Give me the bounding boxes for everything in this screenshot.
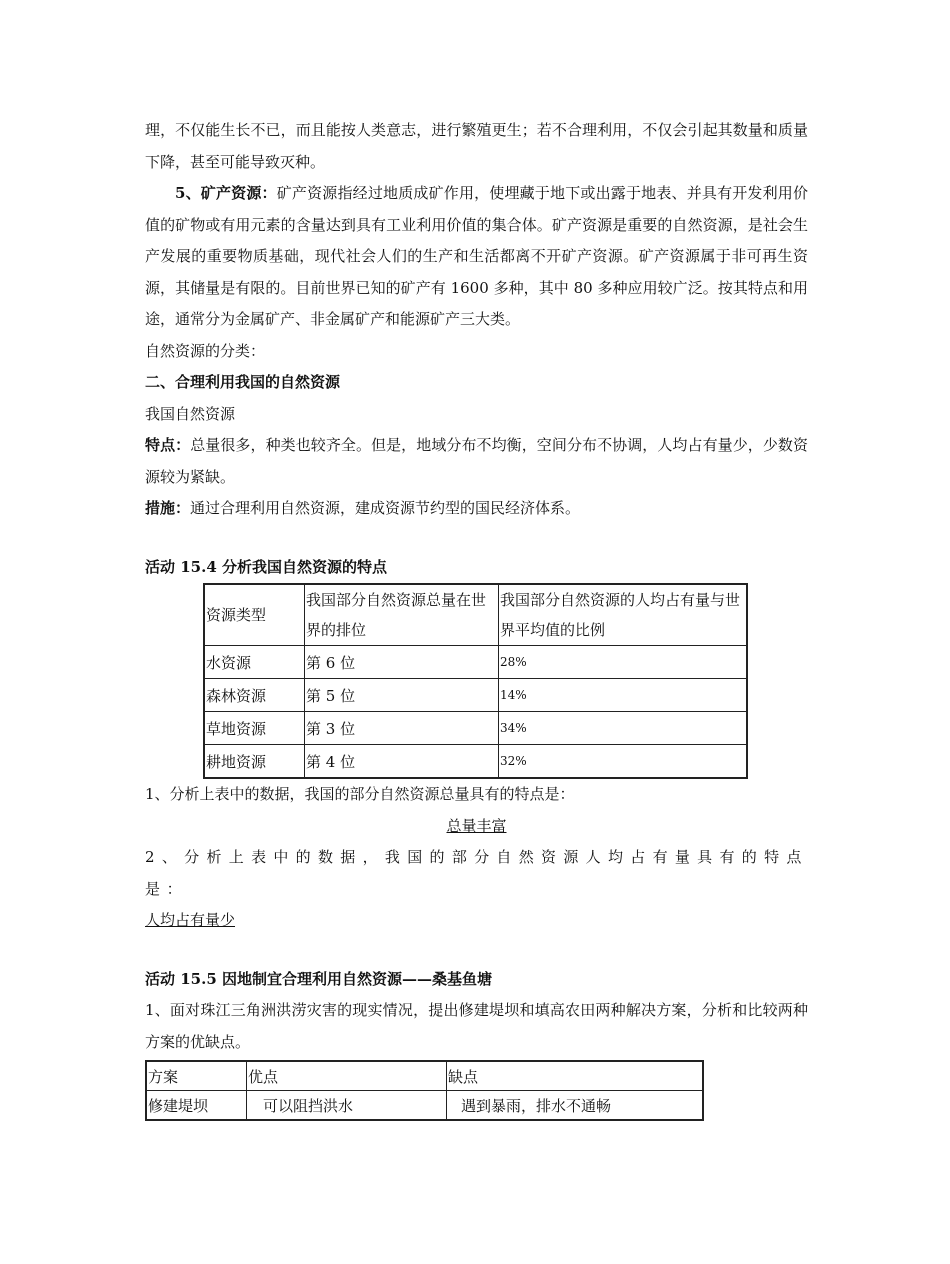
answer-2-line xyxy=(145,905,808,937)
table-header-row xyxy=(204,584,747,646)
table-cell: 修建堤坝 xyxy=(146,1091,247,1121)
table-row xyxy=(204,745,747,779)
table-cell: 遇到暴雨，排水不通畅 xyxy=(447,1091,704,1121)
table-header-cell: 方案 xyxy=(146,1061,247,1091)
mineral-resources-text: 矿产资源指经过地质成矿作用，使埋藏于地下或出露于地表、并具有开发利用价值的矿物或有用元素的含量达到具有工业利用价值的集合体。矿产资源是重要的自然资源，是社会生产发展的重要物质基础，现代社会人们的生产和生活都离不开矿产资源。矿产资源属于非可再生资源，其储量是有限的。目前世界已知的矿产有 1600 多种，其中 80 多种应用较广泛。按其特点和用途，通常分为金属矿产、非金属矿产和能源矿产三大类。 xyxy=(145,184,808,328)
resources-ranking-table xyxy=(203,583,748,779)
paragraph-features xyxy=(145,430,808,493)
document-page xyxy=(145,115,808,1121)
table-row xyxy=(204,712,747,745)
answer-2: 人均占有量少 xyxy=(145,911,236,929)
activity-15-5-question-1: 1、面对珠江三角洲洪涝灾害的现实情况，提出修建堤坝和填高农田两种解决方案，分析和比较两种方案的优缺点。 xyxy=(145,1001,808,1051)
mineral-resources-label: 5、矿产资源： xyxy=(175,184,277,202)
table-header-cell: 资源类型 xyxy=(204,584,305,646)
answer-1: 总量丰富 xyxy=(446,816,507,835)
solutions-comparison-table xyxy=(145,1060,704,1121)
features-text: 总量很多，种类也较齐全。但是，地域分布不均衡，空间分布不协调，人均占有量少，少数资源较为紧缺。 xyxy=(145,436,808,486)
table-cell: 森林资源 xyxy=(204,679,305,712)
answer-1-line xyxy=(145,811,808,843)
paragraph-mineral-resources xyxy=(145,178,808,336)
spacer xyxy=(145,525,808,552)
table-cell: 32% xyxy=(499,745,748,779)
table-cell: 耕地资源 xyxy=(204,745,305,779)
table-cell: 第 4 位 xyxy=(305,745,499,779)
table-header-cell: 我国部分自然资源的人均占有量与世界平均值的比例 xyxy=(499,584,748,646)
table-cell: 第 5 位 xyxy=(305,679,499,712)
table-cell: 28% xyxy=(499,646,748,679)
table-cell: 草地资源 xyxy=(204,712,305,745)
table-header-cell: 优点 xyxy=(247,1061,447,1091)
table-cell: 第 6 位 xyxy=(305,646,499,679)
measures-text: 通过合理利用自然资源，建成资源节约型的国民经济体系。 xyxy=(190,499,581,517)
paragraph-classification: 自然资源的分类： xyxy=(145,341,266,360)
table-row xyxy=(204,646,747,679)
table-cell: 14% xyxy=(499,679,748,712)
table-cell: 34% xyxy=(499,712,748,745)
section-heading-2: 二、合理利用我国的自然资源 xyxy=(145,373,341,391)
measures-label: 措施： xyxy=(145,499,191,517)
table-cell: 可以阻挡洪水 xyxy=(247,1091,447,1121)
question-1: 1、分析上表中的数据，我国的部分自然资源总量具有的特点是： xyxy=(145,785,575,803)
question-2: 2、分析上表中的数据，我国的部分自然资源人均占有量具有的特点是： xyxy=(145,848,808,898)
table-row xyxy=(204,679,747,712)
activity-15-5-title: 活动 15.5 因地制宜合理利用自然资源——桑基鱼塘 xyxy=(145,969,492,988)
spacer xyxy=(145,937,808,964)
table-cell: 水资源 xyxy=(204,646,305,679)
features-label: 特点： xyxy=(145,436,191,454)
paragraph-continuation: 理，不仅能生长不已，而且能按人类意志，进行繁殖更生；若不合理利用，不仅会引起其数量和质量下降，甚至可能导致灭种。 xyxy=(145,121,808,171)
table-row xyxy=(146,1091,703,1121)
table-cell: 第 3 位 xyxy=(305,712,499,745)
paragraph-measures xyxy=(145,493,808,525)
activity-15-4-title: 活动 15.4 分析我国自然资源的特点 xyxy=(145,557,387,576)
paragraph-china-resources: 我国自然资源 xyxy=(145,404,236,423)
table-header-cell: 我国部分自然资源总量在世界的排位 xyxy=(305,584,499,646)
table-header-row xyxy=(146,1061,703,1091)
table-header-cell: 缺点 xyxy=(447,1061,704,1091)
